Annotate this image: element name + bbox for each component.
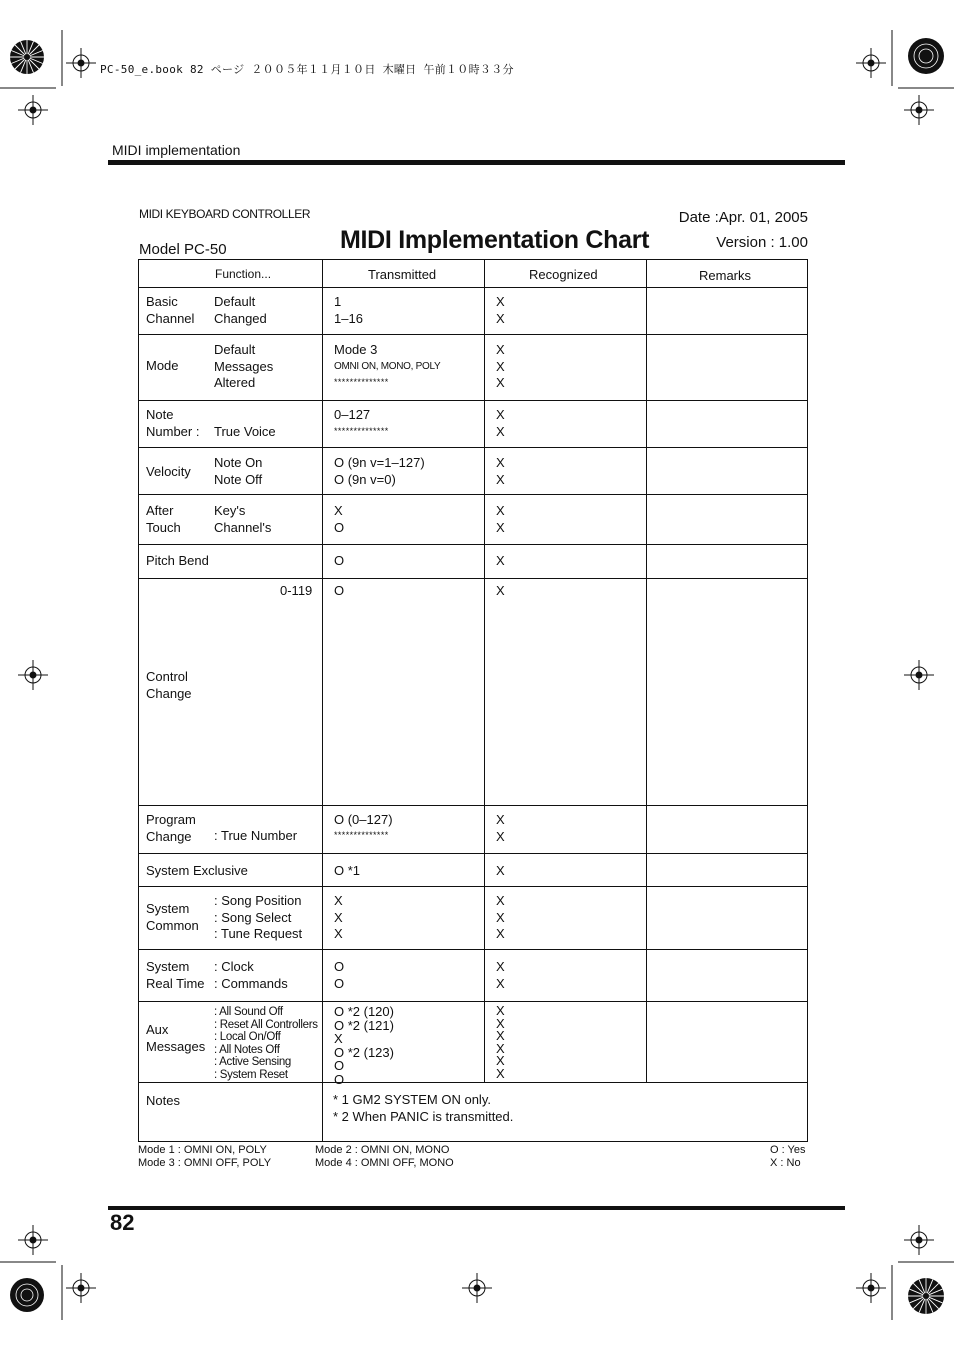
row-basic-channel-label: Basic Channel — [146, 294, 195, 326]
page-title: MIDI Implementation Chart — [340, 226, 650, 254]
row-divider — [139, 949, 807, 950]
row-divider — [139, 1082, 807, 1083]
row-after-touch-label: After Touch — [146, 503, 181, 535]
row-mode-sub: Default Messages Altered — [214, 342, 274, 390]
row-notes-label: Notes — [146, 1093, 180, 1108]
row-divider — [139, 334, 807, 335]
section-header: MIDI implementation — [112, 142, 241, 158]
row-system-real-time-rx: X X — [496, 959, 505, 991]
row-mode-tx3: ************** — [334, 377, 389, 387]
row-divider — [139, 287, 807, 288]
row-divider — [139, 447, 807, 448]
row-aux-messages-tx: O *2 (120) O *2 (121) X O *2 (123) O O — [334, 1004, 394, 1087]
row-mode-tx2: OMNI ON, MONO, POLY — [334, 361, 441, 372]
row-system-exclusive-tx: O *1 — [334, 863, 361, 878]
row-note-number-rx: X X — [496, 407, 505, 439]
header-recognized: Recognized — [529, 267, 598, 282]
footer-rule — [108, 1206, 845, 1210]
row-control-change-tx: O — [334, 583, 345, 598]
row-divider — [139, 578, 807, 579]
row-program-change-rx: X X — [496, 812, 505, 844]
row-after-touch-rx: X X — [496, 503, 505, 535]
row-program-change-tx2: ************** — [334, 830, 389, 840]
row-system-real-time-tx: O O — [334, 959, 345, 991]
row-basic-channel-sub: Default Changed — [214, 294, 267, 326]
row-control-change-rx: X — [496, 583, 505, 598]
column-divider — [322, 260, 323, 1142]
chart-date: Date :Apr. 01, 2005 — [678, 209, 808, 226]
header-function: Function... — [215, 267, 272, 281]
row-control-change-label: Control Change — [146, 669, 192, 701]
row-mode-rx: X X X — [496, 342, 505, 390]
row-basic-channel-tx: 1 1–16 — [334, 294, 363, 326]
row-aux-messages-rx: X X X X X X — [496, 1003, 505, 1081]
row-after-touch-sub: Key's Channel's — [214, 503, 272, 535]
row-system-common-sub: : Song Position : Song Select : Tune Request — [214, 893, 303, 941]
row-velocity-tx: O (9n v=1–127) O (9n v=0) — [334, 455, 425, 487]
row-mode-label: Mode — [146, 358, 179, 373]
row-basic-channel-rx: X X — [496, 294, 505, 326]
row-aux-messages-label: Aux Messages — [146, 1022, 206, 1054]
row-note-number-sub: True Voice — [214, 424, 276, 439]
row-divider — [139, 886, 807, 887]
midi-implementation-table — [138, 259, 808, 1142]
column-divider — [484, 260, 485, 1083]
row-system-real-time-label: System Real Time — [146, 959, 205, 991]
row-note-number-label: Note Number : — [146, 407, 200, 439]
chart-version: Version : 1.00 — [716, 234, 808, 251]
page-number: 82 — [110, 1210, 135, 1235]
row-control-change-range: 0-119 — [280, 583, 313, 598]
print-info-line: PC-50_e.book 82 ページ ２００５年１１月１０日 木曜日 午前１０時３３分 — [100, 63, 514, 76]
row-pitch-bend-rx: X — [496, 553, 505, 568]
row-pitch-bend-tx: O — [334, 553, 345, 568]
row-system-common-tx: X X X — [334, 893, 343, 941]
row-velocity-sub: Note On Note Off — [214, 455, 263, 487]
row-aux-messages-sub: : All Sound Off : Reset All Controllers : Local On/Off : All Notes Off : Active Sensing : System Reset — [214, 1006, 318, 1081]
mode-legend-left: Mode 1 : OMNI ON, POLY Mode 3 : OMNI OFF, POLY — [138, 1144, 272, 1169]
row-divider — [139, 853, 807, 854]
mode-legend-middle: Mode 2 : OMNI ON, MONO Mode 4 : OMNI OFF, MONO — [315, 1144, 454, 1169]
row-divider — [139, 494, 807, 495]
row-divider — [139, 805, 807, 806]
chart-subtitle: MIDI KEYBOARD CONTROLLER — [139, 207, 311, 221]
row-divider — [139, 1001, 807, 1002]
row-program-change-label: Program Change — [146, 812, 196, 844]
row-system-exclusive-label: System Exclusive — [146, 863, 248, 878]
row-system-real-time-sub: : Clock : Commands — [214, 959, 288, 991]
row-system-exclusive-rx: X — [496, 863, 505, 878]
row-after-touch-tx: X O — [334, 503, 345, 535]
row-divider — [139, 400, 807, 401]
row-mode-tx1: Mode 3 — [334, 342, 378, 357]
row-velocity-label: Velocity — [146, 464, 191, 479]
row-program-change-sub: : True Number — [214, 828, 298, 843]
column-divider — [646, 260, 647, 1083]
yes-no-legend: O : Yes X : No — [770, 1144, 806, 1169]
row-pitch-bend-label: Pitch Bend — [146, 553, 209, 568]
header-remarks: Remarks — [699, 268, 752, 283]
row-system-common-rx: X X X — [496, 893, 505, 941]
row-divider — [139, 544, 807, 545]
header-transmitted: Transmitted — [368, 267, 437, 282]
row-velocity-rx: X X — [496, 455, 505, 487]
row-note-number-tx2: ************** — [334, 426, 389, 436]
row-system-common-label: System Common — [146, 901, 199, 933]
row-notes-text: * 1 GM2 SYSTEM ON only. * 2 When PANIC is transmitted. — [333, 1092, 514, 1124]
row-note-number-tx1: 0–127 — [334, 407, 371, 422]
header-rule — [108, 160, 845, 165]
model-name: Model PC-50 — [139, 241, 227, 258]
row-program-change-tx1: O (0–127) — [334, 812, 393, 827]
